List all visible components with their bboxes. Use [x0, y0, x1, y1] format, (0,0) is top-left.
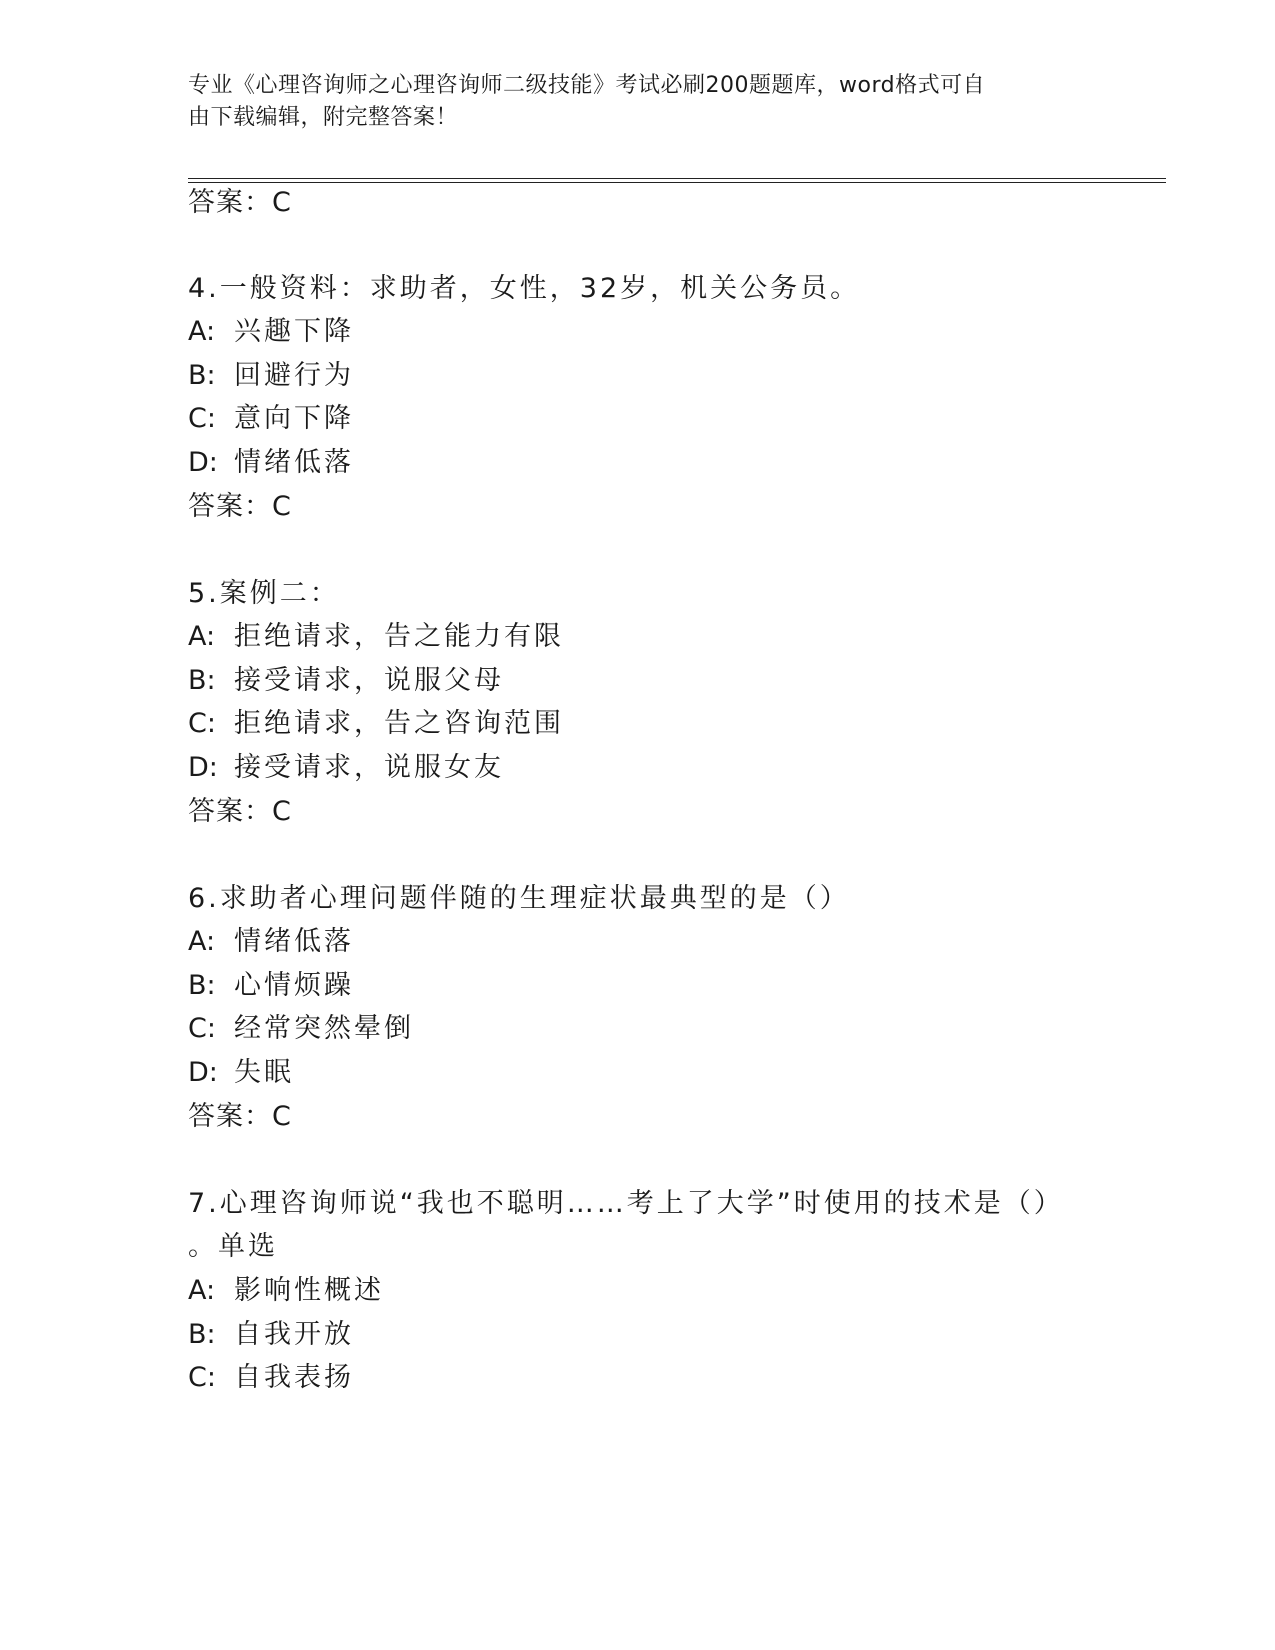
- answer-line: 答案：C: [188, 187, 292, 218]
- option-text: 影响性概述: [234, 1275, 384, 1306]
- header-line-2: 由下载编辑，附完整答案！: [188, 105, 459, 130]
- option-a: [188, 620, 564, 654]
- header-divider: [188, 178, 1166, 183]
- option-label: D:: [188, 447, 218, 478]
- header-line-1: 专业《心理咨询师之心理咨询师二级技能》考试必刷200题题库，word格式可自: [188, 73, 986, 98]
- option-a: [188, 1274, 384, 1308]
- option-c: [188, 707, 564, 741]
- option-label: C:: [188, 1362, 216, 1393]
- option-label: A:: [188, 1275, 216, 1306]
- answer-line: 答案：C: [188, 491, 292, 522]
- answer-line: 答案：C: [188, 796, 292, 827]
- option-label: B:: [188, 1319, 216, 1350]
- answer-line: 答案：C: [188, 1101, 292, 1132]
- option-text: 自我开放: [234, 1319, 354, 1350]
- option-d: [188, 446, 354, 480]
- option-text: 接受请求，说服女友: [234, 752, 504, 783]
- document-header: [188, 70, 1088, 134]
- option-label: B:: [188, 665, 216, 696]
- option-text: 情绪低落: [234, 447, 354, 478]
- document-page: [188, 0, 1168, 1650]
- question-stem: 6.求助者心理问题伴随的生理症状最典型的是（）: [188, 883, 850, 914]
- question-stem: 5.案例二：: [188, 578, 340, 609]
- option-label: C:: [188, 708, 216, 739]
- option-label: A:: [188, 926, 216, 957]
- option-label: A:: [188, 621, 216, 652]
- option-b: [188, 664, 504, 698]
- option-label: C:: [188, 403, 216, 434]
- option-text: 失眠: [234, 1057, 294, 1088]
- question-stem: 7.心理咨询师说“我也不聪明……考上了大学”时使用的技术是（）: [188, 1188, 1064, 1219]
- question-stem: 4.一般资料：求助者，女性，32岁，机关公务员。: [188, 273, 861, 304]
- question-stem-continued: 。单选: [188, 1231, 278, 1262]
- option-c: [188, 1012, 414, 1046]
- option-text: 兴趣下降: [234, 316, 354, 347]
- option-c: [188, 402, 354, 436]
- option-text: 拒绝请求，告之能力有限: [234, 621, 564, 652]
- option-b: [188, 1318, 354, 1352]
- option-label: B:: [188, 970, 216, 1001]
- option-text: 回避行为: [234, 360, 354, 391]
- option-b: [188, 359, 354, 393]
- option-label: B:: [188, 360, 216, 391]
- option-label: A:: [188, 316, 216, 347]
- option-label: C:: [188, 1013, 216, 1044]
- option-a: [188, 315, 354, 349]
- option-text: 经常突然晕倒: [234, 1013, 414, 1044]
- option-text: 情绪低落: [234, 926, 354, 957]
- option-text: 心情烦躁: [234, 970, 354, 1001]
- option-text: 接受请求，说服父母: [234, 665, 504, 696]
- option-c: [188, 1361, 354, 1395]
- option-label: D:: [188, 752, 218, 783]
- option-text: 自我表扬: [234, 1362, 354, 1393]
- option-d: [188, 1056, 294, 1090]
- option-a: [188, 925, 354, 959]
- option-label: D:: [188, 1057, 218, 1088]
- option-text: 意向下降: [234, 403, 354, 434]
- option-text: 拒绝请求，告之咨询范围: [234, 708, 564, 739]
- option-b: [188, 969, 354, 1003]
- option-d: [188, 751, 504, 785]
